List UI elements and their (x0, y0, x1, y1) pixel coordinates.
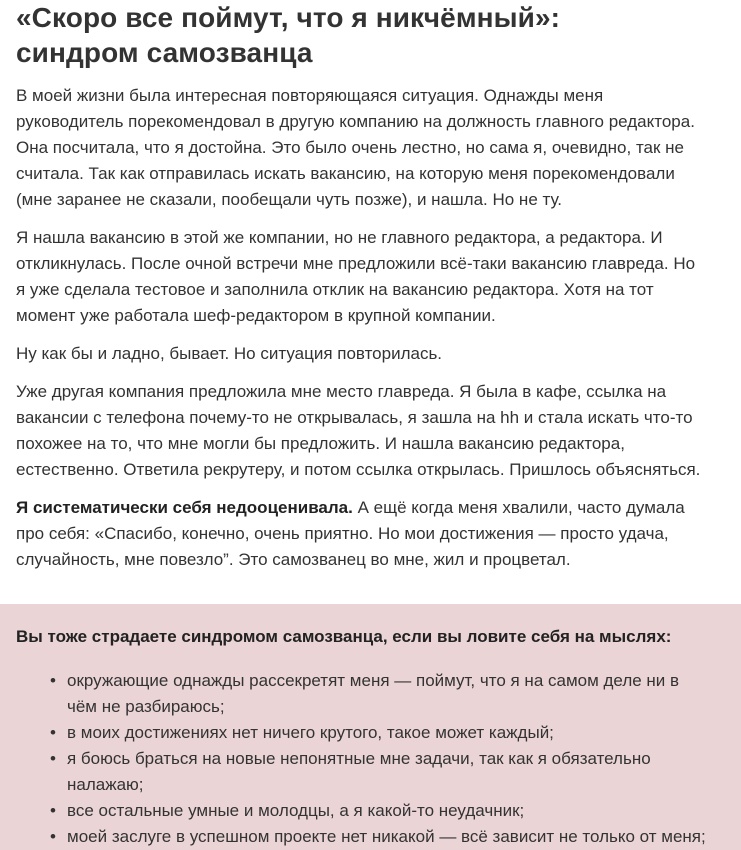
paragraph-line: (мне заранее не сказали, пообещали чуть позже), и нашла. Но не ту. (16, 190, 563, 209)
paragraph-line (16, 495, 726, 521)
list-item (0, 746, 741, 798)
list-item-line: моей заслуге в успешном проекте нет никакой — всё зависит не только от меня; (67, 827, 706, 846)
paragraph-line: вакансии с телефона почему-то не открывалась, я зашла на hh и стала искать что-то (16, 408, 693, 427)
paragraph-text: А ещё когда меня хвалили, часто думала (352, 498, 685, 517)
list-item (0, 668, 741, 720)
paragraph-line: момент уже работала шеф-редактором в крупной компании. (16, 306, 496, 325)
callout-box (0, 604, 741, 850)
paragraph-line: я уже сделала тестовое и заполнила отклик на вакансию редактора. Хотя на тот (16, 280, 654, 299)
paragraph-line: В моей жизни была интересная повторяющаяся ситуация. Однажды меня (16, 86, 604, 105)
paragraph-line: естественно. Ответила рекрутеру, и потом ссылка открылась. Пришлось объясняться. (16, 460, 701, 479)
paragraph-line: Я нашла вакансию в этой же компании, но не главного редактора, а редактора. И (16, 228, 663, 247)
paragraph (16, 495, 726, 573)
list-item-line: чём не разбираюсь; (67, 697, 225, 716)
article-title (0, 0, 741, 70)
list-item-line: я боюсь браться на новые непонятные мне задачи, так как я обязательно (67, 749, 651, 768)
bullet-icon: • (50, 671, 56, 690)
bullet-icon: • (50, 723, 56, 742)
paragraph-line: случайность, мне повезло”. Это самозванец во мне, жил и процветал. (16, 550, 571, 569)
list-item (0, 798, 741, 824)
callout-list (0, 668, 741, 850)
list-item-line: окружающие однажды рассекретят меня — поймут, что я на самом деле ни в (67, 671, 680, 690)
bold-lead-text: Я систематически себя недооценивала. (16, 498, 353, 517)
bullet-icon: • (50, 749, 56, 768)
article-body (0, 83, 726, 573)
paragraph (16, 83, 726, 213)
paragraph-line: Уже другая компания предложила мне место главреда. Я была в кафе, ссылка на (16, 382, 667, 401)
list-item-line: налажаю; (67, 775, 144, 794)
paragraph-line: про себя: «Спасибо, конечно, очень приятно. Но мои достижения — просто удача, (16, 524, 669, 543)
paragraph-line: Она посчитала, что я достойна. Это было очень лестно, но сама я, очевидно, так не (16, 138, 685, 157)
bullet-icon: • (50, 801, 56, 820)
list-item-line: все остальные умные и молодцы, а я какой-то неудачник; (67, 801, 525, 820)
paragraph-line: похожее на то, что мне могли бы предложить. И нашла вакансию редактора, (16, 434, 625, 453)
paragraph-line: откликнулась. После очной встречи мне предложили всё-таки вакансию главреда. Но (16, 254, 696, 273)
list-item-line: в моих достижениях нет ничего крутого, такое может каждый; (67, 723, 554, 742)
article-title-line: синдром самозванца (16, 37, 313, 68)
bullet-icon: • (50, 827, 56, 846)
paragraph-line: руководитель порекомендовал в другую компанию на должность главного редактора. (16, 112, 695, 131)
paragraph-line: считала. Так как отправилась искать вакансию, на которую меня порекомендовали (16, 164, 675, 183)
paragraph (16, 341, 726, 367)
list-item (0, 720, 741, 746)
paragraph (16, 379, 726, 483)
list-item (0, 824, 741, 850)
callout-heading: Вы тоже страдаете синдромом самозванца, если вы ловите себя на мыслях: (16, 627, 672, 646)
paragraph (16, 225, 726, 329)
paragraph-line: Ну как бы и ладно, бывает. Но ситуация повторилась. (16, 344, 443, 363)
article-title-line: «Скоро все поймут, что я никчёмный»: (16, 2, 561, 33)
